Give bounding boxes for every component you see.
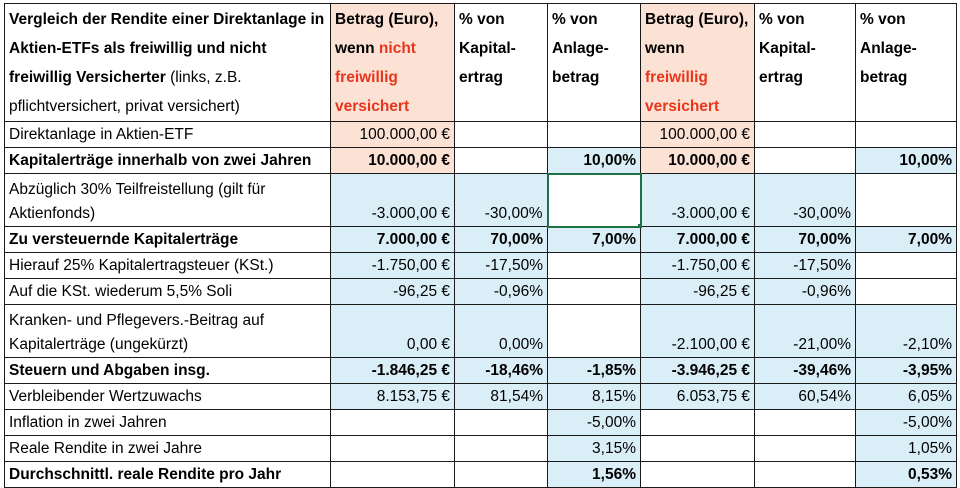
rendite-vergleich-table: [4, 3, 957, 488]
cell-amount-voluntary[interactable]: -96,25 €: [641, 279, 755, 305]
cell-pct-investment-1[interactable]: [548, 253, 641, 279]
cell-pct-capital-income-2[interactable]: -30,00%: [755, 174, 856, 227]
cell-pct-investment-1[interactable]: 8,15%: [548, 384, 641, 410]
cell-amount-voluntary[interactable]: [641, 436, 755, 462]
table-row: [5, 305, 957, 358]
cell-amount-voluntary[interactable]: [641, 462, 755, 488]
cell-pct-capital-income-1[interactable]: [455, 148, 548, 174]
row-label[interactable]: Kranken- und Pflegevers.-Beitrag auf Kapitalerträge (ungekürzt): [5, 305, 331, 358]
cell-pct-capital-income-2[interactable]: 60,54%: [755, 384, 856, 410]
table-row: [5, 148, 957, 174]
cell-amount-not-voluntary[interactable]: [331, 436, 455, 462]
cell-pct-capital-income-1[interactable]: 0,00%: [455, 305, 548, 358]
cell-pct-capital-income-1[interactable]: -30,00%: [455, 174, 548, 227]
table-row: [5, 253, 957, 279]
cell-pct-capital-income-2[interactable]: [755, 410, 856, 436]
selected-cell[interactable]: [548, 174, 641, 227]
cell-pct-investment-1[interactable]: [548, 305, 641, 358]
cell-pct-capital-income-1[interactable]: 81,54%: [455, 384, 548, 410]
cell-pct-investment-1[interactable]: [548, 122, 641, 148]
cell-amount-not-voluntary[interactable]: -1.846,25 €: [331, 358, 455, 384]
cell-amount-voluntary[interactable]: 10.000,00 €: [641, 148, 755, 174]
cell-amount-voluntary[interactable]: 7.000,00 €: [641, 227, 755, 253]
cell-pct-investment-2[interactable]: [856, 253, 957, 279]
row-label[interactable]: Abzüglich 30% Teilfreistellung (gilt für Aktienfonds): [5, 174, 331, 227]
table-row: [5, 279, 957, 305]
row-label[interactable]: Steuern und Abgaben insg.: [5, 358, 331, 384]
cell-pct-capital-income-1[interactable]: [455, 410, 548, 436]
cell-pct-investment-1[interactable]: -1,85%: [548, 358, 641, 384]
header-row: [5, 4, 957, 122]
cell-pct-investment-2[interactable]: [856, 279, 957, 305]
cell-amount-not-voluntary[interactable]: 100.000,00 €: [331, 122, 455, 148]
cell-amount-not-voluntary[interactable]: [331, 410, 455, 436]
row-label[interactable]: Hierauf 25% Kapitalertragsteuer (KSt.): [5, 253, 331, 279]
cell-amount-not-voluntary[interactable]: [331, 462, 455, 488]
cell-pct-investment-2[interactable]: 7,00%: [856, 227, 957, 253]
header-description[interactable]: Vergleich der Rendite einer Direktanlage in Aktien-ETFs als freiwillig und nicht freiwillig Versicherter (links, z.B. pflichtversichert, privat versichert): [5, 4, 331, 122]
cell-amount-voluntary[interactable]: -3.000,00 €: [641, 174, 755, 227]
table-row: [5, 174, 957, 227]
cell-pct-investment-1[interactable]: 7,00%: [548, 227, 641, 253]
row-label[interactable]: Verbleibender Wertzuwachs: [5, 384, 331, 410]
row-label[interactable]: Zu versteuernde Kapitalerträge: [5, 227, 331, 253]
cell-amount-voluntary[interactable]: -2.100,00 €: [641, 305, 755, 358]
cell-pct-capital-income-1[interactable]: -0,96%: [455, 279, 548, 305]
cell-pct-capital-income-1[interactable]: [455, 436, 548, 462]
cell-pct-investment-1[interactable]: -5,00%: [548, 410, 641, 436]
cell-pct-capital-income-2[interactable]: 70,00%: [755, 227, 856, 253]
cell-amount-voluntary[interactable]: 100.000,00 €: [641, 122, 755, 148]
cell-pct-capital-income-2[interactable]: [755, 148, 856, 174]
cell-pct-capital-income-2[interactable]: [755, 436, 856, 462]
cell-pct-investment-2[interactable]: -3,95%: [856, 358, 957, 384]
cell-amount-voluntary[interactable]: 6.053,75 €: [641, 384, 755, 410]
cell-pct-investment-1[interactable]: 3,15%: [548, 436, 641, 462]
cell-pct-capital-income-2[interactable]: -21,00%: [755, 305, 856, 358]
table-row: [5, 122, 957, 148]
cell-amount-not-voluntary[interactable]: -96,25 €: [331, 279, 455, 305]
table-row: [5, 358, 957, 384]
cell-amount-not-voluntary[interactable]: 10.000,00 €: [331, 148, 455, 174]
header-amount-not-voluntary[interactable]: Betrag (Euro), wenn nicht freiwillig versichert: [331, 4, 455, 122]
cell-amount-not-voluntary[interactable]: 8.153,75 €: [331, 384, 455, 410]
cell-pct-investment-2[interactable]: -5,00%: [856, 410, 957, 436]
cell-pct-capital-income-1[interactable]: [455, 462, 548, 488]
cell-amount-not-voluntary[interactable]: 0,00 €: [331, 305, 455, 358]
cell-pct-investment-1[interactable]: 1,56%: [548, 462, 641, 488]
row-label[interactable]: Durchschnittl. reale Rendite pro Jahr: [5, 462, 331, 488]
cell-amount-not-voluntary[interactable]: 7.000,00 €: [331, 227, 455, 253]
row-label[interactable]: Inflation in zwei Jahren: [5, 410, 331, 436]
cell-pct-capital-income-2[interactable]: -17,50%: [755, 253, 856, 279]
cell-amount-not-voluntary[interactable]: -1.750,00 €: [331, 253, 455, 279]
cell-pct-capital-income-1[interactable]: -17,50%: [455, 253, 548, 279]
cell-pct-capital-income-1[interactable]: [455, 122, 548, 148]
cell-amount-voluntary[interactable]: [641, 410, 755, 436]
row-label[interactable]: Direktanlage in Aktien-ETF: [5, 122, 331, 148]
row-label[interactable]: Kapitalerträge innerhalb von zwei Jahren: [5, 148, 331, 174]
cell-pct-capital-income-2[interactable]: -0,96%: [755, 279, 856, 305]
header-pct-capital-income-2[interactable]: % von Kapital-ertrag: [755, 4, 856, 122]
cell-pct-investment-2[interactable]: [856, 122, 957, 148]
cell-pct-investment-1[interactable]: 10,00%: [548, 148, 641, 174]
cell-amount-not-voluntary[interactable]: -3.000,00 €: [331, 174, 455, 227]
table-row: [5, 410, 957, 436]
cell-pct-investment-2[interactable]: -2,10%: [856, 305, 957, 358]
row-label[interactable]: Auf die KSt. wiederum 5,5% Soli: [5, 279, 331, 305]
header-pct-capital-income-1[interactable]: % von Kapital-ertrag: [455, 4, 548, 122]
header-amount-voluntary[interactable]: Betrag (Euro), wenn freiwillig versichert: [641, 4, 755, 122]
cell-pct-investment-2[interactable]: [856, 174, 957, 227]
cell-pct-capital-income-1[interactable]: 70,00%: [455, 227, 548, 253]
cell-pct-capital-income-2[interactable]: -39,46%: [755, 358, 856, 384]
header-pct-investment-1[interactable]: % von Anlage-betrag: [548, 4, 641, 122]
cell-pct-investment-2[interactable]: 0,53%: [856, 462, 957, 488]
header-pct-investment-2[interactable]: % von Anlage-betrag: [856, 4, 957, 122]
cell-amount-voluntary[interactable]: -1.750,00 €: [641, 253, 755, 279]
cell-pct-investment-2[interactable]: 1,05%: [856, 436, 957, 462]
table-row: [5, 227, 957, 253]
row-label[interactable]: Reale Rendite in zwei Jahre: [5, 436, 331, 462]
table-row: [5, 462, 957, 488]
table-row: [5, 384, 957, 410]
cell-pct-capital-income-2[interactable]: [755, 122, 856, 148]
table-row: [5, 436, 957, 462]
cell-pct-investment-2[interactable]: 10,00%: [856, 148, 957, 174]
cell-amount-voluntary[interactable]: -3.946,25 €: [641, 358, 755, 384]
cell-pct-capital-income-1[interactable]: -18,46%: [455, 358, 548, 384]
cell-pct-investment-1[interactable]: [548, 279, 641, 305]
cell-pct-capital-income-2[interactable]: [755, 462, 856, 488]
cell-pct-investment-2[interactable]: 6,05%: [856, 384, 957, 410]
